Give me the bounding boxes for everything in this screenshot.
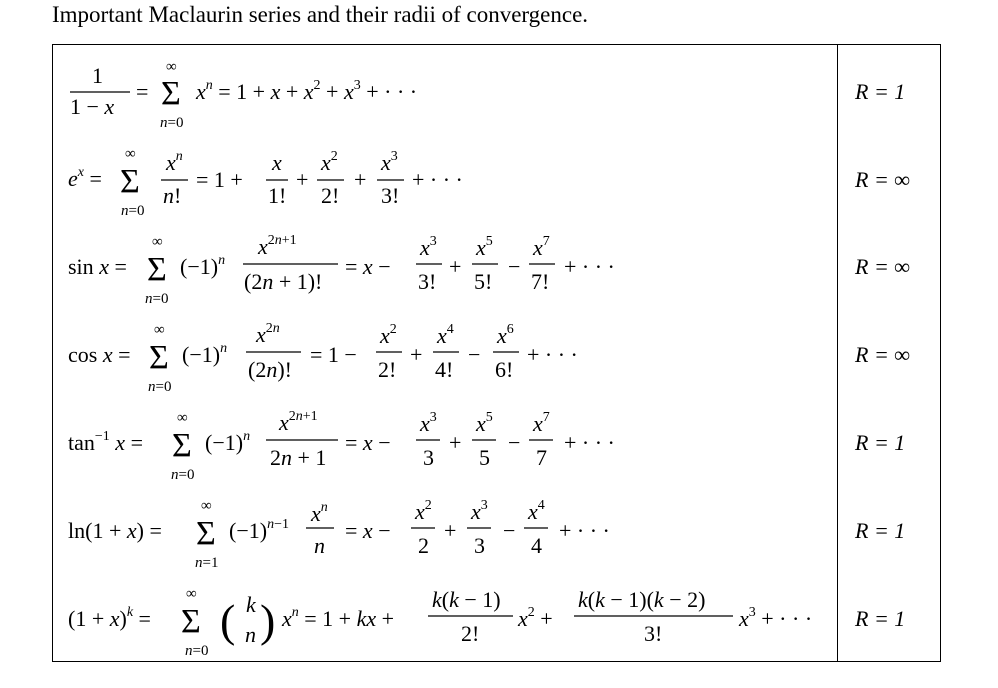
radius-label: R = 1 bbox=[855, 430, 906, 455]
svg-text:tan−1 x =: $\tan^{-1} x$ = bbox=[68, 429, 143, 455]
svg-text:4: 4 bbox=[531, 533, 542, 558]
svg-text:+ · · ·: + · · · bbox=[527, 342, 578, 367]
svg-text:x2: $x^2$ bbox=[415, 498, 432, 524]
svg-text:+: + bbox=[444, 518, 457, 543]
svg-text:n: n bbox=[314, 533, 325, 558]
svg-text:n=1: n=1 bbox=[195, 555, 219, 571]
svg-text:n!: n! bbox=[163, 183, 182, 208]
svg-text:2!: 2! bbox=[378, 357, 397, 382]
svg-text:n=0: n=0 bbox=[185, 643, 209, 659]
radius-label: R = ∞ bbox=[855, 342, 910, 367]
svg-text:Σ: Σ bbox=[120, 163, 140, 200]
svg-text:−: − bbox=[503, 518, 516, 543]
svg-text:1 − x: 1 − x bbox=[70, 94, 115, 119]
svg-text:sin x =: sin x = bbox=[68, 254, 127, 279]
svg-text:+ · · ·: + · · · bbox=[564, 254, 615, 279]
svg-text:= x −: = x − bbox=[345, 254, 391, 279]
svg-text:2n + 1: 2n + 1 bbox=[270, 445, 327, 470]
svg-text:+ · · ·: + · · · bbox=[559, 518, 610, 543]
svg-text:x: x bbox=[272, 150, 282, 175]
svg-text:x3: $x^3$ bbox=[420, 234, 437, 260]
svg-text:x2n+1: $x^{2n+1}$ bbox=[258, 233, 297, 259]
series-row-arctangent bbox=[68, 409, 615, 483]
svg-text:∞: ∞ bbox=[154, 322, 165, 338]
svg-text:3: 3 bbox=[474, 533, 485, 558]
svg-text:x2 +: $x^2$ + bbox=[518, 605, 553, 631]
svg-text:= 1 +: = 1 + bbox=[196, 167, 243, 192]
svg-text:Σ: Σ bbox=[172, 427, 192, 464]
svg-text:Σ: Σ bbox=[161, 75, 181, 112]
svg-text:∞: ∞ bbox=[201, 498, 212, 514]
svg-text:3!: 3! bbox=[418, 269, 437, 294]
svg-text:cos x =: cos x = bbox=[68, 342, 131, 367]
svg-text:−: − bbox=[468, 342, 481, 367]
svg-text:∞: ∞ bbox=[177, 410, 188, 426]
svg-text:n=0: n=0 bbox=[148, 379, 172, 395]
series-row-binomial bbox=[68, 586, 812, 659]
svg-text:x7: $x^7$ bbox=[533, 234, 550, 260]
svg-text:5!: 5! bbox=[474, 269, 493, 294]
svg-text:x5: $x^5$ bbox=[476, 410, 493, 436]
svg-text:4!: 4! bbox=[435, 357, 454, 382]
svg-text:n=0: n=0 bbox=[145, 291, 169, 307]
svg-text:ex =: $e^x$ = bbox=[68, 165, 102, 191]
svg-text:x3: $x^3$ bbox=[381, 149, 398, 175]
svg-text:x2n: $x^{2n}$ bbox=[256, 321, 280, 347]
svg-text:(−1)n: $(-1)^n$ bbox=[180, 253, 226, 279]
svg-text:∞: ∞ bbox=[166, 59, 177, 75]
series-row-exponential bbox=[68, 146, 463, 219]
svg-text:x3 + · · ·: $x^3$ + · · · bbox=[739, 605, 813, 631]
svg-text:x6: $x^6$ bbox=[497, 322, 514, 348]
svg-text:k(k − 1): k(k − 1) bbox=[432, 587, 501, 612]
svg-text:x4: $x^4$ bbox=[437, 322, 454, 348]
svg-text:2!: 2! bbox=[461, 621, 480, 646]
svg-text:(2n + 1)!: (2n + 1)! bbox=[244, 269, 323, 294]
svg-text:∞: ∞ bbox=[152, 234, 163, 250]
svg-text:n=0: n=0 bbox=[171, 467, 195, 483]
svg-text:+: + bbox=[410, 342, 423, 367]
svg-text:+: + bbox=[449, 430, 462, 455]
svg-text:n=0: n=0 bbox=[121, 203, 145, 219]
svg-text:1!: 1! bbox=[268, 183, 287, 208]
svg-text:(: ( bbox=[220, 595, 236, 646]
svg-text:7: 7 bbox=[536, 445, 547, 470]
svg-text:+: + bbox=[296, 167, 309, 192]
radius-label: R = ∞ bbox=[855, 167, 910, 192]
svg-text:2: 2 bbox=[418, 533, 429, 558]
svg-text:x4: $x^4$ bbox=[528, 498, 545, 524]
svg-text:1: 1 bbox=[92, 63, 103, 88]
svg-text:(1 + x)k =: $(1 + x)^k$ = bbox=[68, 605, 151, 631]
series-row-logarithm bbox=[68, 498, 610, 571]
svg-text:+: + bbox=[449, 254, 462, 279]
series-row-geometric bbox=[70, 59, 417, 131]
radius-label: R = ∞ bbox=[855, 254, 910, 279]
radius-label: R = 1 bbox=[855, 79, 906, 104]
svg-text:x3: $x^3$ bbox=[420, 410, 437, 436]
svg-text:xn: $x^n$ bbox=[311, 500, 328, 526]
svg-text:= x −: = x − bbox=[345, 518, 391, 543]
svg-text:x2n+1: $x^{2n+1}$ bbox=[279, 409, 318, 435]
svg-text:Σ: Σ bbox=[181, 603, 201, 640]
svg-text:k: k bbox=[246, 592, 256, 617]
svg-text:n=0: n=0 bbox=[160, 115, 184, 131]
svg-text:7!: 7! bbox=[531, 269, 550, 294]
svg-text:xn = 1 + kx +: $x^n = 1$ + kx + bbox=[282, 605, 395, 631]
svg-text:x5: $x^5$ bbox=[476, 234, 493, 260]
radius-label: R = 1 bbox=[855, 518, 906, 543]
svg-text:(−1)n−1: $(-1)^{n-1}$ bbox=[229, 517, 289, 543]
radius-label: R = 1 bbox=[855, 606, 906, 631]
svg-text:5: 5 bbox=[479, 445, 490, 470]
svg-text:=: = bbox=[136, 79, 149, 104]
svg-text:Σ: Σ bbox=[196, 515, 216, 552]
svg-text:3!: 3! bbox=[644, 621, 663, 646]
svg-text:ln(1 + x) =: ln(1 + x) = bbox=[68, 518, 162, 543]
svg-text:Σ: Σ bbox=[149, 339, 169, 376]
svg-text:+ · · ·: + · · · bbox=[412, 167, 463, 192]
svg-text:x3: $x^3$ bbox=[471, 498, 488, 524]
svg-text:+: + bbox=[354, 167, 367, 192]
radius-column bbox=[854, 79, 910, 631]
svg-text:n: n bbox=[245, 622, 256, 647]
svg-text:3!: 3! bbox=[381, 183, 400, 208]
svg-text:x7: $x^7$ bbox=[533, 410, 550, 436]
svg-text:= x −: = x − bbox=[345, 430, 391, 455]
svg-text:): ) bbox=[260, 595, 276, 646]
svg-text:3: 3 bbox=[423, 445, 434, 470]
table-caption: Important Maclaurin series and their radii of convergence. bbox=[52, 2, 589, 27]
svg-text:(−1)n: $(-1)^n$ bbox=[182, 341, 228, 367]
svg-text:+ · · ·: + · · · bbox=[564, 430, 615, 455]
svg-text:∞: ∞ bbox=[186, 586, 197, 602]
series-row-sine bbox=[68, 233, 615, 307]
svg-text:∞: ∞ bbox=[125, 146, 136, 162]
svg-text:xn: $x^n$ bbox=[166, 149, 183, 175]
svg-text:k(k − 1)(k − 2): k(k − 1)(k − 2) bbox=[578, 587, 706, 612]
svg-text:x2: $x^2$ bbox=[380, 322, 397, 348]
svg-text:= 1 −: = 1 − bbox=[310, 342, 357, 367]
svg-text:6!: 6! bbox=[495, 357, 514, 382]
svg-text:xn = 1 + x + x2 + x3 + · · ·: $x^n = 1 + x + x^2 + x^3$ + · · · bbox=[196, 78, 418, 104]
svg-text:2!: 2! bbox=[321, 183, 340, 208]
svg-text:(−1)n: $(-1)^n$ bbox=[205, 429, 251, 455]
svg-text:−: − bbox=[508, 430, 521, 455]
svg-text:−: − bbox=[508, 254, 521, 279]
svg-text:(2n)!: (2n)! bbox=[248, 357, 292, 382]
series-row-cosine bbox=[68, 321, 578, 395]
svg-text:Σ: Σ bbox=[147, 251, 167, 288]
svg-text:x2: $x^2$ bbox=[321, 149, 338, 175]
